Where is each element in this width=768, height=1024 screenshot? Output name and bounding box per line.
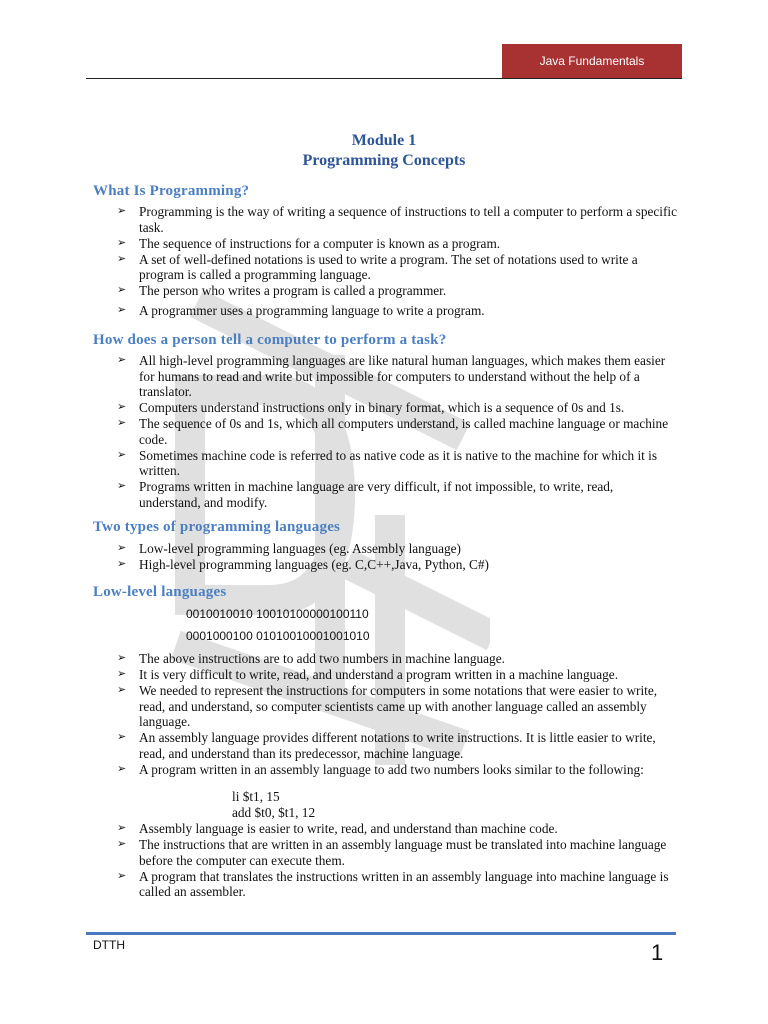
bullet-icon: ➢ [117, 354, 127, 366]
list-item: ➢ Computers understand instructions only in binary format, which is a sequence of 0s and 1s. [117, 400, 625, 415]
bullet-icon: ➢ [117, 284, 127, 296]
bullet-icon: ➢ [117, 869, 127, 882]
bullet-icon: ➢ [117, 762, 127, 775]
bullet-icon: ➢ [117, 822, 127, 834]
list-item: ➢ It is very difficult to write, read, and understand a program written in a machine language. [117, 667, 619, 682]
binary-line-1: 0010010010 10010100000100110 [186, 607, 369, 621]
bullet-icon: ➢ [117, 401, 127, 413]
header-tab [502, 44, 682, 78]
list-item: ➢ Assembly language is easier to write, read, and understand than machine code. [117, 821, 558, 836]
bullet-icon: ➢ [117, 448, 127, 461]
list-item: ➢ A program that translates the instructions written in an assembly language into machine language is called an assembler. [117, 868, 669, 899]
heading-two-types: Two types of programming languages [93, 519, 341, 535]
list-two-types [117, 541, 677, 573]
bullet-icon: ➢ [117, 480, 127, 492]
list-what-is-programming [117, 204, 677, 318]
bullet-icon: ➢ [117, 252, 127, 265]
list-item: ➢ The sequence of instructions for a computer is known as a program. [117, 235, 501, 251]
code-line-2: add $t0, $t1, 12 [232, 805, 316, 820]
bullet-icon: ➢ [117, 417, 127, 429]
list-item: ➢ The person who writes a program is called a programmer. [117, 283, 447, 298]
bullet-icon: ➢ [117, 236, 127, 249]
module-title: Module 1 [351, 132, 417, 149]
list-low-level-a [117, 651, 677, 777]
list-item: ➢ A programmer uses a programming language to write a program. [117, 302, 485, 318]
header-rule [86, 78, 682, 79]
list-item: ➢ High-level programming languages (eg. C,C++,Java, Python, C#) [117, 557, 489, 572]
list-low-level-b [117, 821, 677, 900]
footer-rule [86, 932, 676, 935]
page-number: 1 [651, 940, 664, 965]
list-item: ➢ A program written in an assembly language to add two numbers looks similar to the following: [117, 761, 644, 777]
list-item: ➢ Programming is the way of writing a sequence of instructions to tell a computer to perform a specific task. [117, 204, 678, 235]
binary-line-2: 0001000100 01010010001001010 [186, 629, 370, 643]
bullet-icon: ➢ [117, 542, 127, 554]
footer-label: DTTH [93, 938, 125, 952]
bullet-icon: ➢ [117, 684, 127, 696]
heading-how-person-tells: How does a person tell a computer to perform a task? [93, 332, 447, 348]
heading-what-is-programming: What Is Programming? [93, 183, 250, 199]
bullet-icon: ➢ [117, 652, 127, 664]
list-item: ➢ We needed to represent the instructions for computers in some notations that were easier to write, read, and understand, so computer scientists came up with another language called an assembly language. [117, 683, 658, 729]
bullet-icon: ➢ [117, 303, 127, 316]
list-item: ➢ The sequence of 0s and 1s, which all computers understand, is called machine language or machine code. [117, 416, 669, 447]
heading-low-level: Low-level languages [93, 584, 227, 600]
page-title: Programming Concepts [302, 152, 466, 169]
list-item: ➢ Low-level programming languages (eg. Assembly language) [117, 541, 461, 556]
list-how-person-tells [117, 353, 677, 510]
bullet-icon: ➢ [117, 558, 127, 570]
code-line-1: li $t1, 15 [232, 789, 280, 804]
list-item: ➢ The instructions that are written in an assembly language must be translated into machine language before the computer can execute them. [117, 837, 667, 868]
header-tab-label: Java Fundamentals [539, 54, 645, 68]
bullet-icon: ➢ [117, 668, 127, 680]
list-item: ➢ An assembly language provides different notations to write instructions. It is little easier to write, read, and understand than its predecessor, machine language. [117, 730, 656, 761]
list-item: ➢ All high-level programming languages are like natural human languages, which makes them easier for humans to read and write but impossible for computers to understand without the help of a translator. [117, 353, 666, 399]
bullet-icon: ➢ [117, 731, 127, 743]
bullet-icon: ➢ [117, 205, 127, 217]
bullet-icon: ➢ [117, 838, 127, 850]
list-item: ➢ Programs written in machine language are very difficult, if not impossible, to write, read, understand, and modify. [117, 479, 614, 510]
list-item: ➢ A set of well-defined notations is used to write a program. The set of notations used to write a program is called a programming language. [117, 251, 638, 282]
list-item: ➢ Sometimes machine code is referred to as native code as it is native to the machine for which it is written. [117, 447, 658, 478]
list-item: ➢ The above instructions are to add two numbers in machine language. [117, 651, 505, 666]
